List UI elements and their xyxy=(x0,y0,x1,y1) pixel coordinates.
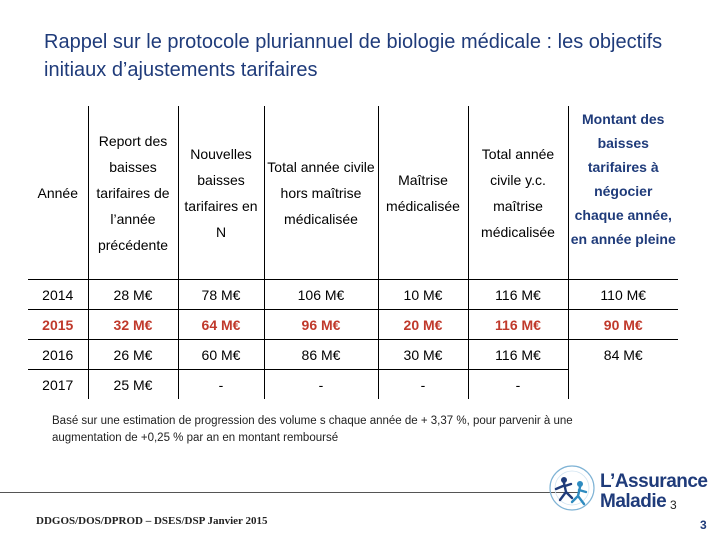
cell: - xyxy=(178,370,264,400)
cell-year: 2015 xyxy=(28,310,88,340)
logo-line-2: Maladie xyxy=(600,491,667,512)
cell: 28 M€ xyxy=(88,280,178,310)
header-total-incl: Total année civile y.c. maîtrise médicalisée xyxy=(468,106,568,280)
logo-wordmark xyxy=(600,472,708,512)
tariff-table xyxy=(28,106,678,399)
cell: 26 M€ xyxy=(88,340,178,370)
cell: 20 M€ xyxy=(378,310,468,340)
cell-amount: 84 M€ xyxy=(568,340,678,370)
table-row xyxy=(28,280,678,310)
cell: - xyxy=(264,370,378,400)
logo-line-1: L’Assurance xyxy=(600,471,708,492)
cell: 78 M€ xyxy=(178,280,264,310)
cell-year: 2014 xyxy=(28,280,88,310)
cell: 96 M€ xyxy=(264,310,378,340)
assurance-maladie-logo xyxy=(544,456,720,528)
table-header-row xyxy=(28,106,678,280)
cell: 116 M€ xyxy=(468,280,568,310)
header-new-cuts: Nouvelles baisses tarifaires en N xyxy=(178,106,264,280)
cell: 25 M€ xyxy=(88,370,178,400)
cell-year: 2016 xyxy=(28,340,88,370)
cell: 30 M€ xyxy=(378,340,468,370)
footer-text: DDGOS/DOS/DPROD – DSES/DSP Janvier 2015 xyxy=(36,515,268,527)
table-row xyxy=(28,340,678,370)
header-report: Report des baisses tarifaires de l’année précédente xyxy=(88,106,178,280)
cell: - xyxy=(468,370,568,400)
cell: 10 M€ xyxy=(378,280,468,310)
cell-amount xyxy=(568,370,678,400)
seal-icon xyxy=(544,456,600,526)
cell: 32 M€ xyxy=(88,310,178,340)
footnote: Basé sur une estimation de progression des volume s chaque année de + 3,37 %, pour parvenir à une augmentation de +0,25 % par an en montant remboursé xyxy=(52,415,573,444)
cell-amount: 110 M€ xyxy=(568,280,678,310)
cell: - xyxy=(378,370,468,400)
footer-divider xyxy=(0,492,580,493)
page-number: 3 xyxy=(700,518,707,532)
table-row xyxy=(28,310,678,340)
cell-amount: 90 M€ xyxy=(568,310,678,340)
cell-year: 2017 xyxy=(28,370,88,400)
cell: 64 M€ xyxy=(178,310,264,340)
cell: 86 M€ xyxy=(264,340,378,370)
cell: 116 M€ xyxy=(468,310,568,340)
slide-title: Rappel sur le protocole pluriannuel de biologie médicale : les objectifs initiaux d’ajustements tarifaires xyxy=(44,31,663,81)
header-total-excl: Total année civile hors maîtrise médicalisée xyxy=(264,106,378,280)
page-number-small: 3 xyxy=(670,498,677,512)
header-year: Année xyxy=(37,184,78,201)
cell: 60 M€ xyxy=(178,340,264,370)
header-amount: Montant des baisses tarifaires à négocier chaque année, en année pleine xyxy=(568,106,678,280)
cell: 116 M€ xyxy=(468,340,568,370)
table-row xyxy=(28,370,678,400)
cell: 106 M€ xyxy=(264,280,378,310)
header-maitrise: Maîtrise médicalisée xyxy=(378,106,468,280)
